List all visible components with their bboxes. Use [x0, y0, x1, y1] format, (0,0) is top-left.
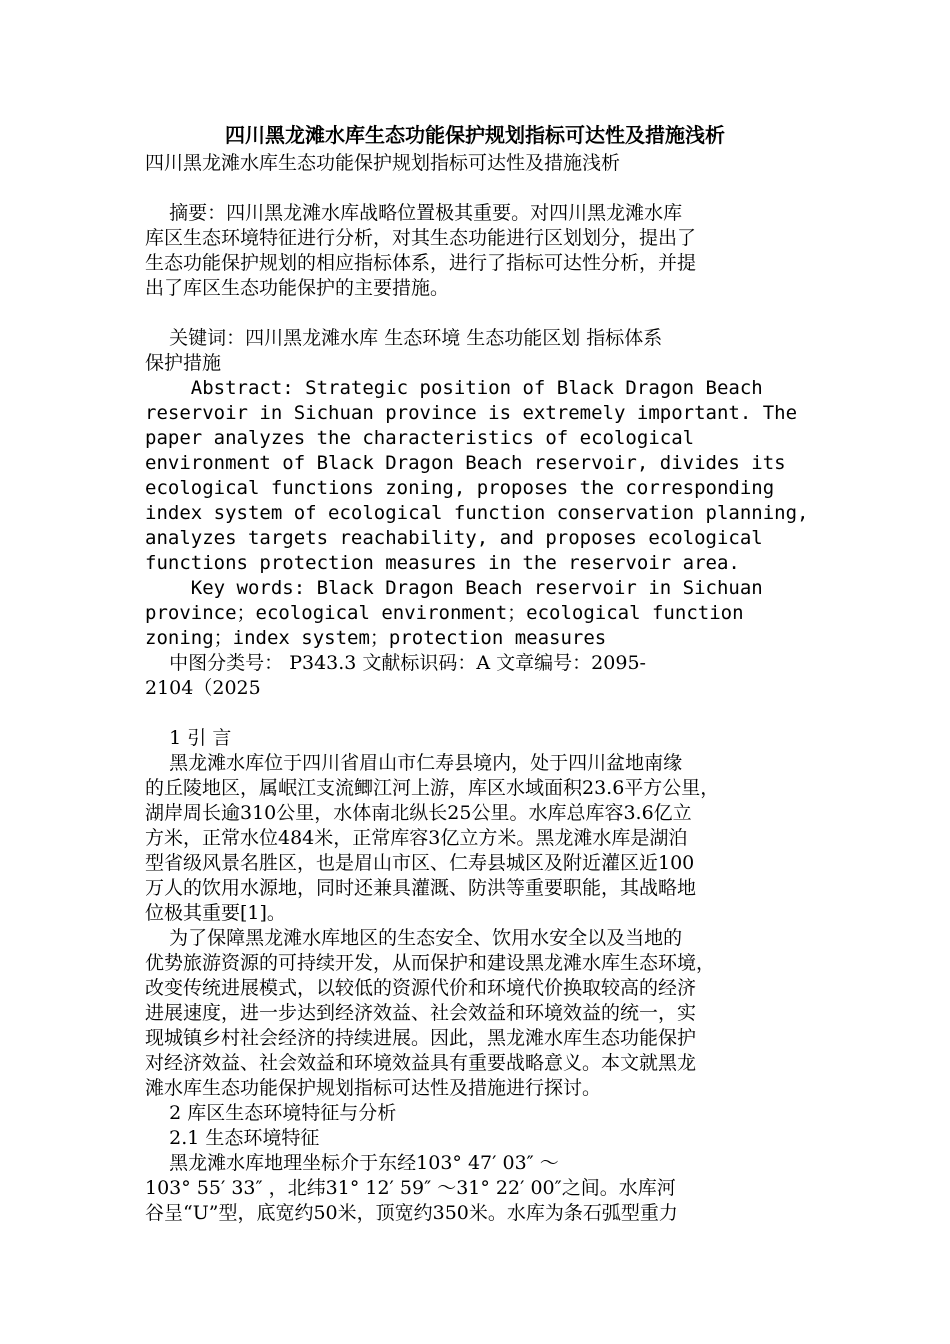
body-line: 中图分类号： P343.3 文献标识码：A 文章编号：2095-: [145, 652, 646, 674]
body-line: ecological functions zoning, proposes the corresponding: [145, 477, 775, 499]
body-line: 2104（2025: [145, 677, 261, 699]
body-line: Key words: Black Dragon Beach reservoir in Sichuan: [145, 577, 763, 599]
body-line: 摘要：四川黑龙滩水库战略位置极其重要。对四川黑龙滩水库: [145, 202, 683, 224]
body-line: 四川黑龙滩水库生态功能保护规划指标可达性及措施浅析: [145, 152, 621, 174]
body-line: 保护措施: [145, 352, 222, 374]
body-line: 为了保障黑龙滩水库地区的生态安全、饮用水安全以及当地的: [145, 927, 683, 949]
body-line: 关键词：四川黑龙滩水库 生态环境 生态功能区划 指标体系: [145, 327, 663, 349]
body-line: 现城镇乡村社会经济的持续进展。因此，黑龙滩水库生态功能保护: [145, 1027, 697, 1049]
body-line: 黑龙滩水库位于四川省眉山市仁寿县境内，处于四川盆地南缘: [145, 752, 683, 774]
body-line: province；ecological environment；ecological function: [145, 602, 744, 624]
body-line: 黑龙滩水库地理坐标介于东经103° 47′ 03″ ～: [145, 1152, 559, 1174]
body-line: functions protection measures in the reservoir area.: [145, 552, 740, 574]
body-line: 生态功能保护规划的相应指标体系，进行了指标可达性分析，并提: [145, 252, 697, 274]
body-line: reservoir in Sichuan province is extremely important. The: [145, 402, 798, 424]
body-line: 2.1 生态环境特征: [145, 1127, 320, 1149]
body-line: 湖岸周长逾310公里，水体南北纵长25公里。水库总库容3.6亿立: [145, 802, 692, 824]
body-line: 方米，正常水位484米，正常库容3亿立方米。黑龙滩水库是湖泊: [145, 827, 688, 849]
body-line: Abstract: Strategic position of Black Dragon Beach: [145, 377, 763, 399]
body-line: 出了库区生态功能保护的主要措施。: [145, 277, 450, 299]
body-line: 万人的饮用水源地，同时还兼具灌溉、防洪等重要职能，其战略地: [145, 877, 697, 899]
body-line: 进展速度，进一步达到经济效益、社会效益和环境效益的统一，实: [145, 1002, 697, 1024]
body-line: 位极其重要[1]。: [145, 902, 286, 924]
body-line: 谷呈“U”型，底宽约50米，顶宽约350米。水库为条石弧型重力: [145, 1202, 678, 1224]
body-line: paper analyzes the characteristics of ecological: [145, 427, 695, 449]
body-line: 改变传统进展模式，以较低的资源代价和环境代价换取较高的经济: [145, 977, 697, 999]
body-line: 的丘陵地区，属岷江支流鲫江河上游，库区水域面积23.6平方公里，: [145, 777, 720, 799]
body-line: 对经济效益、社会效益和环境效益具有重要战略意义。本文就黑龙: [145, 1052, 697, 1074]
body-line: 优势旅游资源的可持续开发，从而保护和建设黑龙滩水库生态环境，: [145, 952, 716, 974]
body-line: zoning；index system；protection measures: [145, 627, 607, 649]
body-line: 2 库区生态环境特征与分析: [145, 1102, 397, 1124]
body-line: 滩水库生态功能保护规划指标可达性及措施进行探讨。: [145, 1077, 602, 1099]
body-line: 型省级风景名胜区，也是眉山市区、仁寿县城区及附近灌区近100: [145, 852, 695, 874]
body-line: environment of Black Dragon Beach reservoir, divides its: [145, 452, 786, 474]
document-title: 四川黑龙滩水库生态功能保护规划指标可达性及措施浅析: [225, 123, 725, 147]
body-line: 1 引 言: [145, 727, 232, 749]
body-line: 库区生态环境特征进行分析，对其生态功能进行区划划分，提出了: [145, 227, 697, 249]
body-line: analyzes targets reachability, and proposes ecological: [145, 527, 763, 549]
body-line: 103° 55′ 33″ ，北纬31° 12′ 59″ ～31° 22′ 00″之间。水库河: [145, 1177, 676, 1199]
body-line: index system of ecological function conservation planning,: [145, 502, 809, 524]
